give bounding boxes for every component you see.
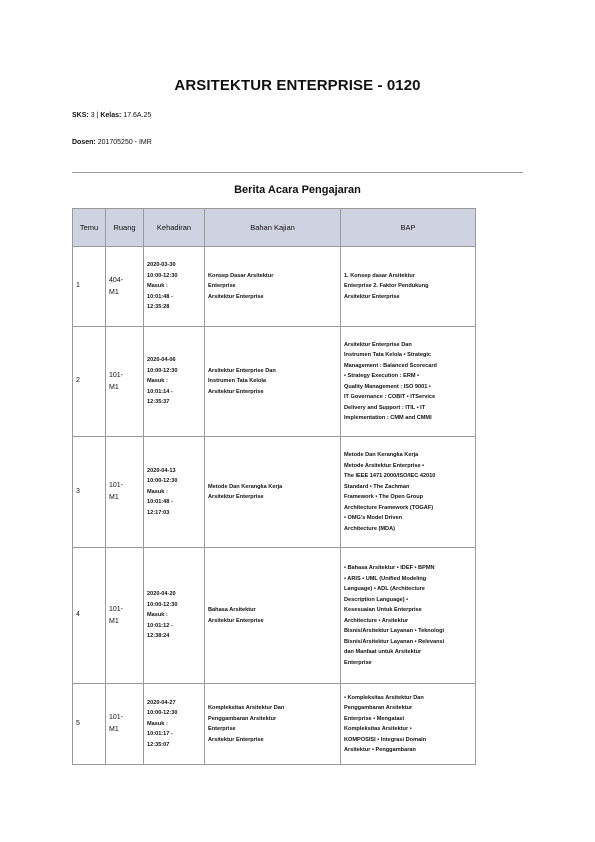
kelas-label: Kelas: <box>100 112 122 119</box>
kehadiran-cell-line: 12:35:28 <box>147 304 170 311</box>
bap-cell-line: IT Governance : COBIT • ITService <box>344 394 436 400</box>
kehadiran-cell-line: Masuk : <box>147 612 168 619</box>
bap-cell-line: Enterprise 2. Faktor Pendukung <box>344 283 429 290</box>
temu-cell: 3 <box>73 437 106 548</box>
temu-cell: 5 <box>73 684 106 765</box>
bap-cell-line: Architecture • Arsitektur <box>344 617 409 624</box>
ruang-cell-line: 101- <box>109 482 124 489</box>
table-row <box>73 548 476 684</box>
ruang-cell-line: 101- <box>109 714 124 721</box>
bahan-kajian-cell-line: Metode Dan Kerangka Kerja <box>208 483 283 490</box>
bap-cell-line: • Strategy Execution : ERM • <box>344 373 420 379</box>
kehadiran-cell-line: 2020-04-27 <box>147 699 176 706</box>
bap-cell-line: • ARIS • UML (Unified Modeling <box>344 575 427 582</box>
bap-cell-line: 1. Konsep dasar Arsitektur <box>344 272 415 279</box>
bap-cell-line: Instrumen Tata Kelola • Strategic <box>344 352 432 358</box>
ruang-cell-line: M1 <box>109 383 119 391</box>
bahan-kajian-cell-line: Konsep Dasar Arsitektur <box>208 272 274 279</box>
kehadiran-cell-line: 10:00-12:30 <box>147 478 178 485</box>
bahan-kajian-cell <box>205 327 341 437</box>
bap-cell-line: Standard • The Zachman <box>344 483 410 490</box>
table-row <box>73 327 476 437</box>
bap-cell-line: Kompleksitas Arsitektur • <box>344 726 412 732</box>
header-kehadiran: Kehadiran <box>144 209 205 247</box>
divider <box>72 172 523 173</box>
kehadiran-cell-line: Masuk : <box>147 283 168 290</box>
kehadiran-cell-line: 10:01:48 - <box>147 293 173 300</box>
bap-cell-line: Management : Balanced Scorecard <box>344 362 437 369</box>
bap-cell-line: Bisnis/Arsitektur Layanan • Teknologi <box>344 628 445 634</box>
table-row <box>73 437 476 548</box>
bap-cell <box>341 548 476 684</box>
ruang-cell-line: 101- <box>109 371 124 379</box>
bap-cell-line: Language) • ADL (Architecture <box>344 586 425 592</box>
kehadiran-cell-line: 12:35:07 <box>147 741 170 748</box>
bap-cell-line: • Kompleksitas Arsitektur Dan <box>344 694 424 701</box>
kehadiran-cell <box>144 247 205 327</box>
dosen-label: Dosen: <box>72 139 96 146</box>
bahan-kajian-cell-line: Arsitektur Enterprise <box>208 293 264 300</box>
dosen-value: 201705250 - IMR <box>97 139 152 146</box>
header-bap: BAP <box>341 209 476 247</box>
kehadiran-cell-line: 12:38:24 <box>147 633 170 640</box>
bahan-kajian-cell-line: Arsitektur Enterprise <box>208 388 264 395</box>
bahan-kajian-cell-line: Enterprise <box>208 283 236 290</box>
meta-separator: | <box>96 112 99 119</box>
bahan-kajian-cell-line: Enterprise <box>208 726 236 732</box>
bahan-kajian-cell-line: Arsitektur Enterprise Dan <box>208 367 276 374</box>
bap-cell-line: Arsitektur • Penggambaran <box>344 747 416 753</box>
table-header-row <box>73 209 476 247</box>
bahan-kajian-cell-line: Arsitektur Enterprise <box>208 617 264 624</box>
lecturer-meta <box>72 139 152 146</box>
bahan-kajian-cell <box>205 684 341 765</box>
temu-cell: 2 <box>73 327 106 437</box>
table-row <box>73 247 476 327</box>
bap-cell-line: Metode Arsitektur Enterprise • <box>344 462 425 469</box>
header-ruang: Ruang <box>106 209 144 247</box>
bap-cell <box>341 247 476 327</box>
bap-cell-line: Metode Dan Kerangka Kerja <box>344 452 419 458</box>
bahan-kajian-cell-line: Penggambaran Arsitektur <box>208 715 277 722</box>
bahan-kajian-cell <box>205 548 341 684</box>
ruang-cell-line: 404- <box>109 276 124 284</box>
bap-cell-line: Arsitektur Enterprise <box>344 293 400 300</box>
temu-cell: 1 <box>73 247 106 327</box>
bahan-kajian-cell-line: Bahasa Arsitektur <box>208 607 256 613</box>
bahan-kajian-cell <box>205 437 341 548</box>
bap-cell-line: The IEEE 1471 2000/ISO/IEC 42010 <box>344 473 436 479</box>
header-temu: Temu <box>73 209 106 247</box>
bap-cell-line: dan Manfaat untuk Arsitektur <box>344 649 422 655</box>
bap-cell-line: Quality Management : ISO 9001 • <box>344 383 431 390</box>
ruang-cell-line: M1 <box>109 617 119 625</box>
kehadiran-cell-line: 10:00-12:30 <box>147 272 178 279</box>
bahan-kajian-cell <box>205 247 341 327</box>
ruang-cell <box>106 247 144 327</box>
course-title: ARSITEKTUR ENTERPRISE - 0120 <box>174 77 421 94</box>
kehadiran-cell-line: 2020-03-30 <box>147 262 176 269</box>
kehadiran-cell-line: 10:01:48 - <box>147 499 173 506</box>
kehadiran-cell-line: 10:01:17 - <box>147 731 173 738</box>
sks-label: SKS: <box>72 112 89 119</box>
bap-cell-line: Implementation : CMM and CMMI <box>344 415 432 421</box>
ruang-cell <box>106 548 144 684</box>
bap-cell <box>341 437 476 548</box>
bap-cell-line: Enterprise • Mengatasi <box>344 715 405 722</box>
bap-cell-line: Architecture (MDA) <box>344 525 395 532</box>
kehadiran-cell-line: 10:00-12:30 <box>147 601 178 608</box>
temu-cell: 4 <box>73 548 106 684</box>
kehadiran-cell <box>144 437 205 548</box>
kehadiran-cell <box>144 684 205 765</box>
kehadiran-cell-line: Masuk : <box>147 488 168 495</box>
ruang-cell <box>106 684 144 765</box>
bap-table <box>72 208 476 765</box>
bahan-kajian-cell-line: Instrumen Tata Kelola <box>208 378 267 385</box>
bahan-kajian-cell-line: Arsitektur Enterprise <box>208 736 264 743</box>
bap-cell-line: • Bahasa Arsitektur • IDEF • BPMN <box>344 565 435 571</box>
kehadiran-cell-line: 10:01:14 - <box>147 388 173 395</box>
kehadiran-cell-line: Masuk : <box>147 720 168 727</box>
kehadiran-cell <box>144 327 205 437</box>
bap-cell-line: Enterprise <box>344 659 372 666</box>
ruang-cell <box>106 437 144 548</box>
bap-cell-line: Kesesuaian Untuk Enterprise <box>344 607 422 613</box>
sks-value: 3 <box>90 112 95 119</box>
ruang-cell-line: M1 <box>109 726 119 733</box>
kehadiran-cell-line: 12:17:03 <box>147 509 170 516</box>
kehadiran-cell-line: 2020-04-20 <box>147 591 176 598</box>
bap-cell <box>341 327 476 437</box>
table-row <box>73 684 476 765</box>
ruang-cell <box>106 327 144 437</box>
ruang-cell-line: 101- <box>109 605 124 613</box>
kehadiran-cell-line: 2020-04-13 <box>147 467 176 474</box>
bap-cell-line: Delivery and Support : ITIL • IT <box>344 404 426 411</box>
bap-cell-line: Penggambaran Arsitektur <box>344 705 413 711</box>
bap-cell-line: Bisnis/Arsitektur Layanan • Relevansi <box>344 638 445 645</box>
kehadiran-cell-line: 2020-04-06 <box>147 357 176 364</box>
kehadiran-cell <box>144 548 205 684</box>
bap-cell-line: Framework • The Open Group <box>344 494 424 500</box>
bap-cell-line: Arsitektur Enterprise Dan <box>344 341 412 348</box>
kehadiran-cell-line: 10:00-12:30 <box>147 710 178 717</box>
kehadiran-cell-line: Masuk : <box>147 378 168 385</box>
kehadiran-cell-line: 10:00-12:30 <box>147 367 178 374</box>
section-title: Berita Acara Pengajaran <box>234 184 361 196</box>
kehadiran-cell-line: 10:01:12 - <box>147 622 173 629</box>
kehadiran-cell-line: 12:35:37 <box>147 399 170 406</box>
header-bahan-kajian: Bahan Kajian <box>205 209 341 247</box>
bap-cell-line: • OMG's Model Driven <box>344 515 402 521</box>
kelas-value: 17.6A.25 <box>123 112 152 119</box>
bap-cell <box>341 684 476 765</box>
bap-cell-line: Architecture Framework (TOGAF) <box>344 504 434 511</box>
bap-cell-line: Description Language) • <box>344 596 409 603</box>
ruang-cell-line: M1 <box>109 494 119 501</box>
bahan-kajian-cell-line: Kompleksitas Arsitektur Dan <box>208 705 285 711</box>
course-meta <box>72 112 151 119</box>
bap-cell-line: KOMPOSISI • Integrasi Domain <box>344 736 427 743</box>
bahan-kajian-cell-line: Arsitektur Enterprise <box>208 494 264 500</box>
ruang-cell-line: M1 <box>109 288 119 296</box>
